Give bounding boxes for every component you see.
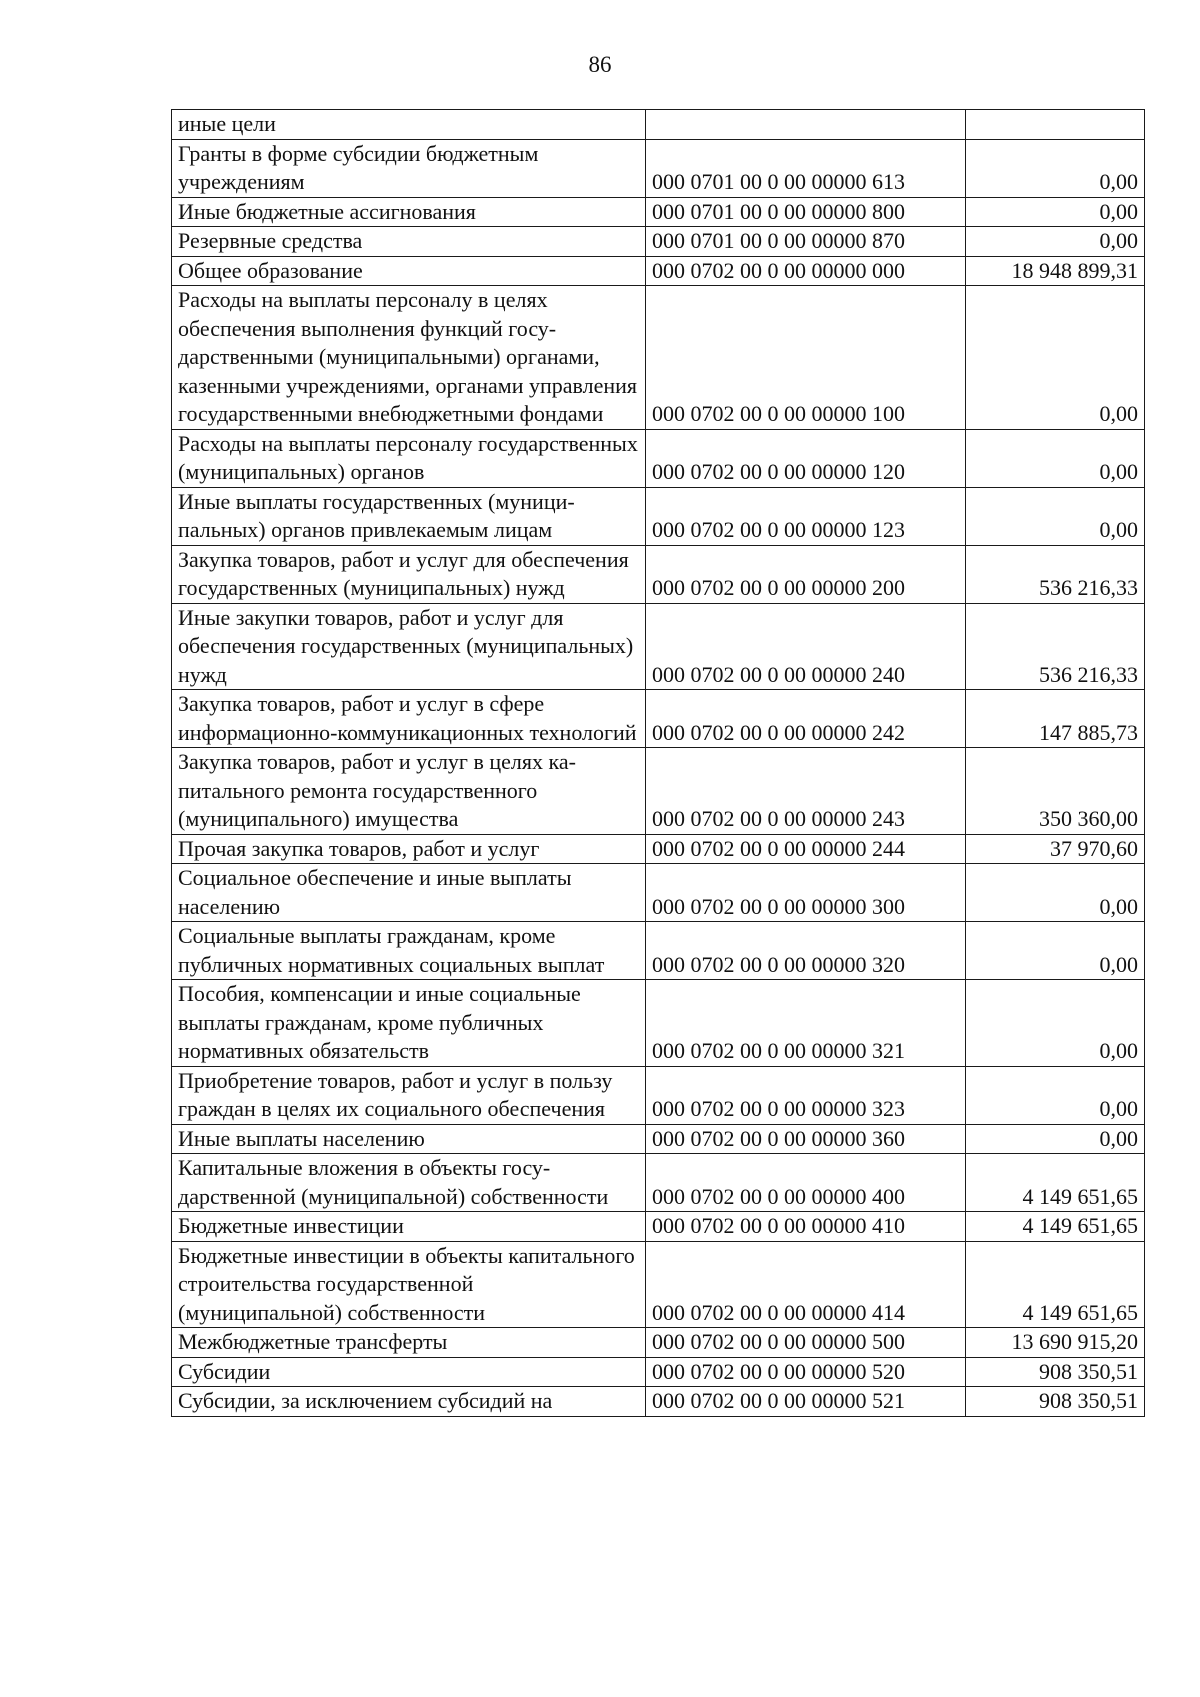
amount-cell: 4 149 651,65 [966,1241,1145,1328]
table-row [172,227,1145,257]
amount-cell: 536 216,33 [966,603,1145,690]
budget-code-cell [646,110,966,140]
expense-name-cell: Закупка товаров, работ и услуг в целях капитального ремонта государственного (муниципального) имущества [172,748,646,835]
expense-name-cell: Субсидии, за исключением субсидий на [172,1387,646,1417]
budget-code-cell: 000 0702 00 0 00 00000 120 [646,429,966,487]
expense-name-cell: Субсидии [172,1357,646,1387]
expense-name-cell: Приобретение товаров, работ и услуг в пользу граждан в целях их социального обеспечения [172,1066,646,1124]
amount-cell: 4 149 651,65 [966,1154,1145,1212]
expense-name-cell: иные цели [172,110,646,140]
amount-cell: 0,00 [966,139,1145,197]
table-row [172,1241,1145,1328]
table-row [172,690,1145,748]
table-row [172,487,1145,545]
expense-name-cell: Гранты в форме субсидии бюджетным учреждениям [172,139,646,197]
table-row [172,1154,1145,1212]
amount-cell: 0,00 [966,227,1145,257]
budget-code-cell: 000 0702 00 0 00 00000 244 [646,834,966,864]
table-row [172,1124,1145,1154]
expense-name-cell: Социальное обеспечение и иные выплаты населению [172,864,646,922]
amount-cell: 0,00 [966,1066,1145,1124]
amount-cell: 0,00 [966,429,1145,487]
table-row [172,1212,1145,1242]
expense-name-cell: Резервные средства [172,227,646,257]
expense-name-cell: Социальные выплаты гражданам, кроме публичных нормативных социальных выплат [172,922,646,980]
expense-name-cell: Закупка товаров, работ и услуг для обеспечения государственных (муниципальных) нужд [172,545,646,603]
budget-code-cell: 000 0701 00 0 00 00000 613 [646,139,966,197]
amount-cell: 536 216,33 [966,545,1145,603]
budget-code-cell: 000 0702 00 0 00 00000 500 [646,1328,966,1358]
budget-code-cell: 000 0702 00 0 00 00000 243 [646,748,966,835]
budget-code-cell: 000 0702 00 0 00 00000 123 [646,487,966,545]
expense-name-cell: Иные выплаты населению [172,1124,646,1154]
expense-name-cell: Общее образование [172,256,646,286]
table-row [172,197,1145,227]
budget-code-cell: 000 0702 00 0 00 00000 414 [646,1241,966,1328]
expense-name-cell: Закупка товаров, работ и услуг в сфере информационно-коммуникационных технологий [172,690,646,748]
budget-code-cell: 000 0702 00 0 00 00000 000 [646,256,966,286]
amount-cell: 0,00 [966,1124,1145,1154]
expense-name-cell: Капитальные вложения в объекты государственной (муниципальной) собственности [172,1154,646,1212]
expense-name-cell: Прочая закупка товаров, работ и услуг [172,834,646,864]
amount-cell: 4 149 651,65 [966,1212,1145,1242]
amount-cell: 0,00 [966,197,1145,227]
table-row [172,1066,1145,1124]
amount-cell: 0,00 [966,864,1145,922]
budget-code-cell: 000 0702 00 0 00 00000 521 [646,1387,966,1417]
budget-code-cell: 000 0702 00 0 00 00000 360 [646,1124,966,1154]
budget-table-body [172,110,1145,1417]
table-row [172,545,1145,603]
amount-cell: 0,00 [966,922,1145,980]
table-row [172,922,1145,980]
amount-cell: 147 885,73 [966,690,1145,748]
expense-name-cell: Пособия, компенсации и иные социальные выплаты гражданам, кроме публичных нормативных обязательств [172,980,646,1067]
amount-cell: 908 350,51 [966,1387,1145,1417]
amount-cell: 350 360,00 [966,748,1145,835]
budget-code-cell: 000 0702 00 0 00 00000 300 [646,864,966,922]
budget-code-cell: 000 0702 00 0 00 00000 100 [646,286,966,430]
budget-code-cell: 000 0702 00 0 00 00000 321 [646,980,966,1067]
table-row [172,748,1145,835]
table-row [172,1387,1145,1417]
expense-name-cell: Бюджетные инвестиции в объекты капитального строительства государственной (муниципальной) собственности [172,1241,646,1328]
budget-code-cell: 000 0701 00 0 00 00000 870 [646,227,966,257]
expense-name-cell: Иные закупки товаров, работ и услуг для обеспечения государственных (муниципальных) нужд [172,603,646,690]
amount-cell: 37 970,60 [966,834,1145,864]
budget-code-cell: 000 0702 00 0 00 00000 400 [646,1154,966,1212]
budget-code-cell: 000 0702 00 0 00 00000 410 [646,1212,966,1242]
expense-name-cell: Бюджетные инвестиции [172,1212,646,1242]
table-row [172,603,1145,690]
budget-code-cell: 000 0702 00 0 00 00000 520 [646,1357,966,1387]
table-row [172,864,1145,922]
budget-table [171,109,1145,1417]
amount-cell [966,110,1145,140]
expense-name-cell: Иные бюджетные ассигнования [172,197,646,227]
expense-name-cell: Расходы на выплаты персоналу государственных (муниципальных) органов [172,429,646,487]
budget-code-cell: 000 0702 00 0 00 00000 240 [646,603,966,690]
budget-code-cell: 000 0702 00 0 00 00000 200 [646,545,966,603]
table-row [172,139,1145,197]
budget-code-cell: 000 0702 00 0 00 00000 323 [646,1066,966,1124]
expense-name-cell: Расходы на выплаты персоналу в целях обеспечения выполнения функций государственными (муниципальными) органами, казенными учреждениями, органами управления государственными внебюджетными фондами [172,286,646,430]
table-row [172,1357,1145,1387]
expense-name-cell: Межбюджетные трансферты [172,1328,646,1358]
table-row [172,256,1145,286]
amount-cell: 0,00 [966,487,1145,545]
table-row [172,1328,1145,1358]
table-row [172,429,1145,487]
table-row [172,980,1145,1067]
amount-cell: 13 690 915,20 [966,1328,1145,1358]
page-number: 86 [588,52,612,77]
amount-cell: 908 350,51 [966,1357,1145,1387]
budget-code-cell: 000 0702 00 0 00 00000 320 [646,922,966,980]
expense-name-cell: Иные выплаты государственных (муниципальных) органов привлекаемым лицам [172,487,646,545]
table-row [172,834,1145,864]
budget-code-cell: 000 0702 00 0 00 00000 242 [646,690,966,748]
amount-cell: 0,00 [966,980,1145,1067]
amount-cell: 0,00 [966,286,1145,430]
budget-code-cell: 000 0701 00 0 00 00000 800 [646,197,966,227]
table-row [172,286,1145,430]
amount-cell: 18 948 899,31 [966,256,1145,286]
table-row [172,110,1145,140]
